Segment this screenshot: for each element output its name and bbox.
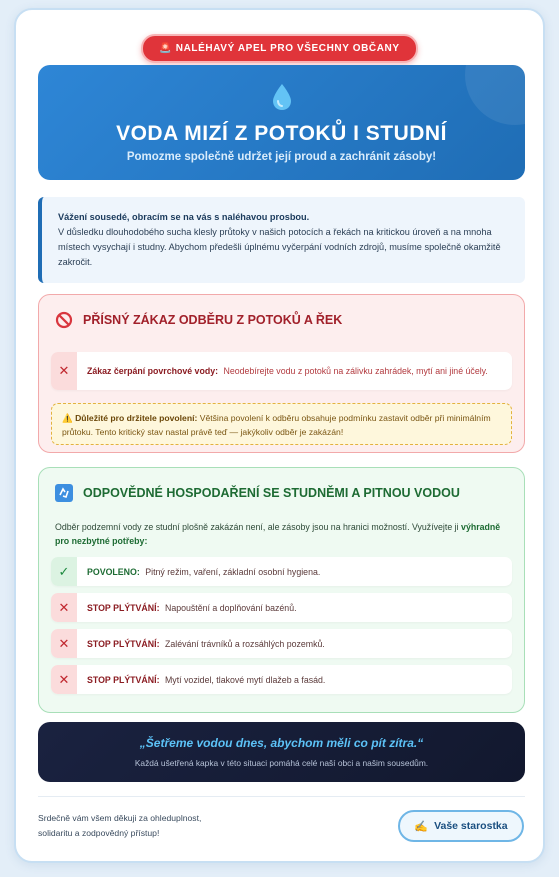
list-item-label: STOP PLÝTVÁNÍ: — [87, 674, 160, 685]
recycle-icon — [55, 484, 73, 502]
decorative-circle — [465, 65, 525, 125]
list-item — [51, 665, 512, 694]
list-item-desc: Mytí vozidel, tlakové mytí dlažeb a fasád. — [164, 674, 326, 685]
list-item-desc: Pitný režim, vaření, základní osobní hygiena. — [145, 566, 321, 577]
ban-item-desc: Neodebírejte vodu z potoků na zálivku zahrádek, mytí ani jiné účely. — [223, 366, 488, 376]
intro-body: V důsledku dlouhodobého sucha klesly průtoky v našich potocích a řekách na kritickou úroveň a na mnoha místech vysychají i studny. Abychom předešli úplnému vyčerpání vodních zdrojů, musíme společně okamžitě zakročit. — [58, 227, 501, 267]
permit-warning — [51, 403, 512, 445]
badge-wrap — [16, 34, 543, 63]
cross-icon: ✕ — [51, 352, 77, 390]
thanks-line-1: Srdečně vám všem děkuji za ohleduplnost, — [38, 813, 202, 823]
appeal-card — [14, 8, 545, 863]
ban-item-text — [77, 352, 498, 390]
list-item-desc: Napouštění a doplňování bazénů. — [164, 602, 297, 613]
warning-icon: ⚠️ — [62, 413, 76, 423]
quote-subtext: Každá ušetřená kapka v této situaci pomáhá celé naší obci a našim sousedům. — [134, 758, 429, 768]
cross-icon: ✕ — [51, 629, 77, 658]
thanks-text — [38, 811, 298, 841]
writing-hand-icon: ✍️ — [414, 820, 429, 833]
list-item — [51, 557, 512, 586]
water-title-text: ODPOVĚDNÉ HOSPODAŘENÍ SE STUDNĚMI A PITNOU VODOU — [83, 486, 460, 500]
warning-label: Důležité pro držitele povolení: — [75, 413, 198, 423]
warning-text: Většina povolení k odběru obsahuje podmínku zastavit odběr při minimálním průtoku. Tento kritický stav nastal právě teď — jakýkoliv odběr je zakázán! — [62, 413, 491, 437]
list-item-label: POVOLENO: — [87, 566, 140, 577]
list-item-text — [77, 557, 330, 586]
quote-text: „Šetřeme vodou dnes, abychom měli co pít zítra.“ — [139, 736, 424, 750]
water-drop-icon — [270, 83, 294, 111]
list-item-label: STOP PLÝTVÁNÍ: — [87, 638, 160, 649]
cross-icon: ✕ — [51, 593, 77, 622]
list-item — [51, 629, 512, 658]
thanks-line-2: solidaritu a zodpovědný přístup! — [38, 828, 160, 838]
list-item-text — [77, 629, 335, 658]
water-section — [38, 467, 525, 713]
list-item-text — [77, 593, 307, 622]
signature-label: Vaše starostka — [434, 820, 508, 832]
signature-badge[interactable] — [398, 810, 524, 842]
check-icon: ✓ — [51, 557, 77, 586]
ban-item — [51, 352, 512, 390]
ban-item-label: Zákaz čerpání povrchové vody: — [87, 366, 219, 376]
footer-divider — [38, 796, 525, 797]
list-item-desc: Zalévání trávníků a rozsáhlých pozemků. — [164, 638, 325, 649]
urgent-badge — [141, 34, 417, 63]
ban-section — [38, 294, 525, 453]
list-item — [51, 593, 512, 622]
quote-box — [38, 722, 525, 782]
ban-title-text: PŘÍSNÝ ZÁKAZ ODBĚRU Z POTOKŮ A ŘEK — [83, 313, 343, 327]
water-lead — [55, 520, 515, 548]
intro-greeting: Vážení sousedé, obracím se na vás s naléhavou prosbou. — [58, 212, 310, 222]
alarm-icon: 🚨 — [159, 43, 176, 54]
cross-icon: ✕ — [51, 665, 77, 694]
water-lead-text: Odběr podzemní vody ze studní plošně zakázán není, ale zásoby jsou na hranici možností. Využívejte ji — [55, 522, 459, 532]
ban-title — [55, 311, 342, 329]
water-lead-bold: výhradně pro nezbytné potřeby: — [55, 522, 501, 546]
urgent-badge-label: NALÉHAVÝ APEL PRO VŠECHNY OBČANY — [175, 43, 400, 54]
list-item-label: STOP PLÝTVÁNÍ: — [87, 602, 160, 613]
hero-title: VODA MIZÍ Z POTOKŮ I STUDNÍ — [116, 122, 447, 145]
water-title — [55, 484, 460, 502]
hero-banner — [38, 65, 525, 180]
intro-box — [38, 197, 525, 283]
list-item-text — [77, 665, 335, 694]
hero-subtitle: Pomozme společně udržet její proud a zachránit zásoby! — [126, 151, 437, 163]
prohibited-icon — [55, 311, 73, 329]
